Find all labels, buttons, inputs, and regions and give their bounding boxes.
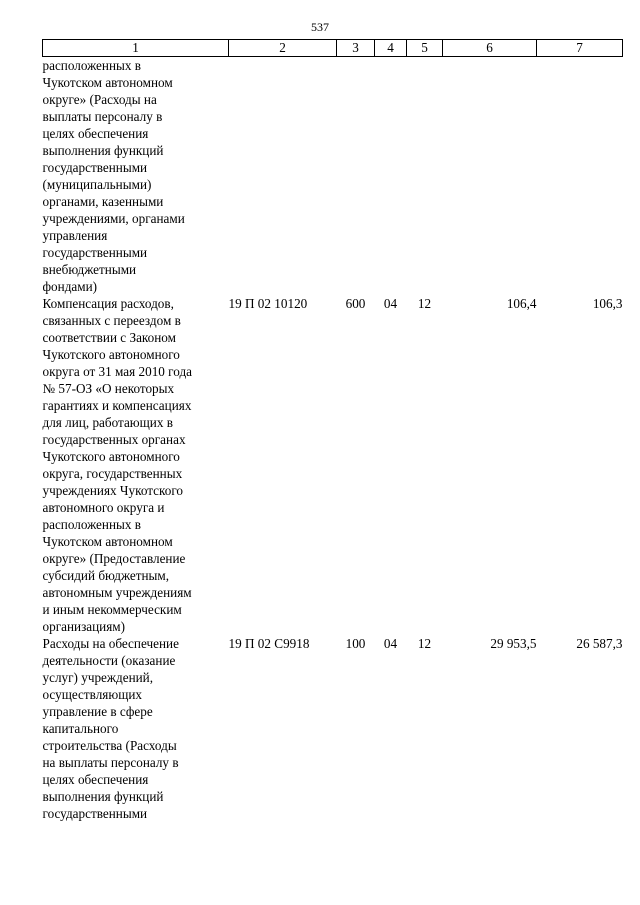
row-description: Компенсация расходов, связанных с переездом в соответствии с Законом Чукотского автономного округа от 31 мая 2010 года № 57-ОЗ «О некоторых гарантиях и компенсациях для лиц, работающих в государственных органах Чукотского автономного округа, государственных учреждениях Чукотского автономного округа и расположенных в Чукотском автономном округе» (Предоставление субсидий бюджетным, автономным учреждениям и иным некоммерческим организациям) [42, 296, 193, 634]
row-target-code: 19 П 02 10120 [228, 296, 308, 311]
row-amount-2: 26 587,3 [576, 636, 623, 651]
row-expense-type [337, 57, 375, 296]
column-header-2: 2 [229, 40, 337, 57]
row-target-code: 19 П 02 С9918 [228, 636, 310, 651]
row-amount-2 [537, 57, 623, 296]
column-header-1: 1 [43, 40, 229, 57]
row-amount-2: 106,3 [592, 296, 623, 311]
row-subsection [407, 57, 443, 296]
column-header-6: 6 [443, 40, 537, 57]
row-expense-type: 100 [345, 636, 366, 651]
column-header-5: 5 [407, 40, 443, 57]
table-header-row [43, 40, 623, 57]
row-amount-1: 29 953,5 [490, 636, 537, 651]
row-amount-1: 106,4 [506, 296, 537, 311]
table-row [43, 635, 623, 822]
row-section: 04 [383, 636, 398, 651]
row-target-code [229, 57, 337, 296]
table-row [43, 57, 623, 296]
row-description: Расходы на обеспечение деятельности (оказание услуг) учреждений, осуществляющих управление в сфере капитального строительства (Расходы на выплаты персоналу в целях обеспечения выполнения функций государственными [42, 636, 179, 821]
page-number: 537 [311, 20, 329, 34]
row-section: 04 [383, 296, 398, 311]
column-header-7: 7 [537, 40, 623, 57]
row-subsection: 12 [417, 636, 432, 651]
column-header-3: 3 [337, 40, 375, 57]
row-section [375, 57, 407, 296]
row-amount-1 [443, 57, 537, 296]
budget-table [42, 39, 623, 822]
row-description: расположенных в Чукотском автономном округе» (Расходы на выплаты персоналу в целях обеспечения выполнения функций государственными (муниципальными) органами, казенными учреждениями, органами управления государственными внебюджетными фондами) [42, 58, 185, 294]
column-header-4: 4 [375, 40, 407, 57]
row-subsection: 12 [417, 296, 432, 311]
row-expense-type: 600 [345, 296, 366, 311]
table-row [43, 295, 623, 635]
